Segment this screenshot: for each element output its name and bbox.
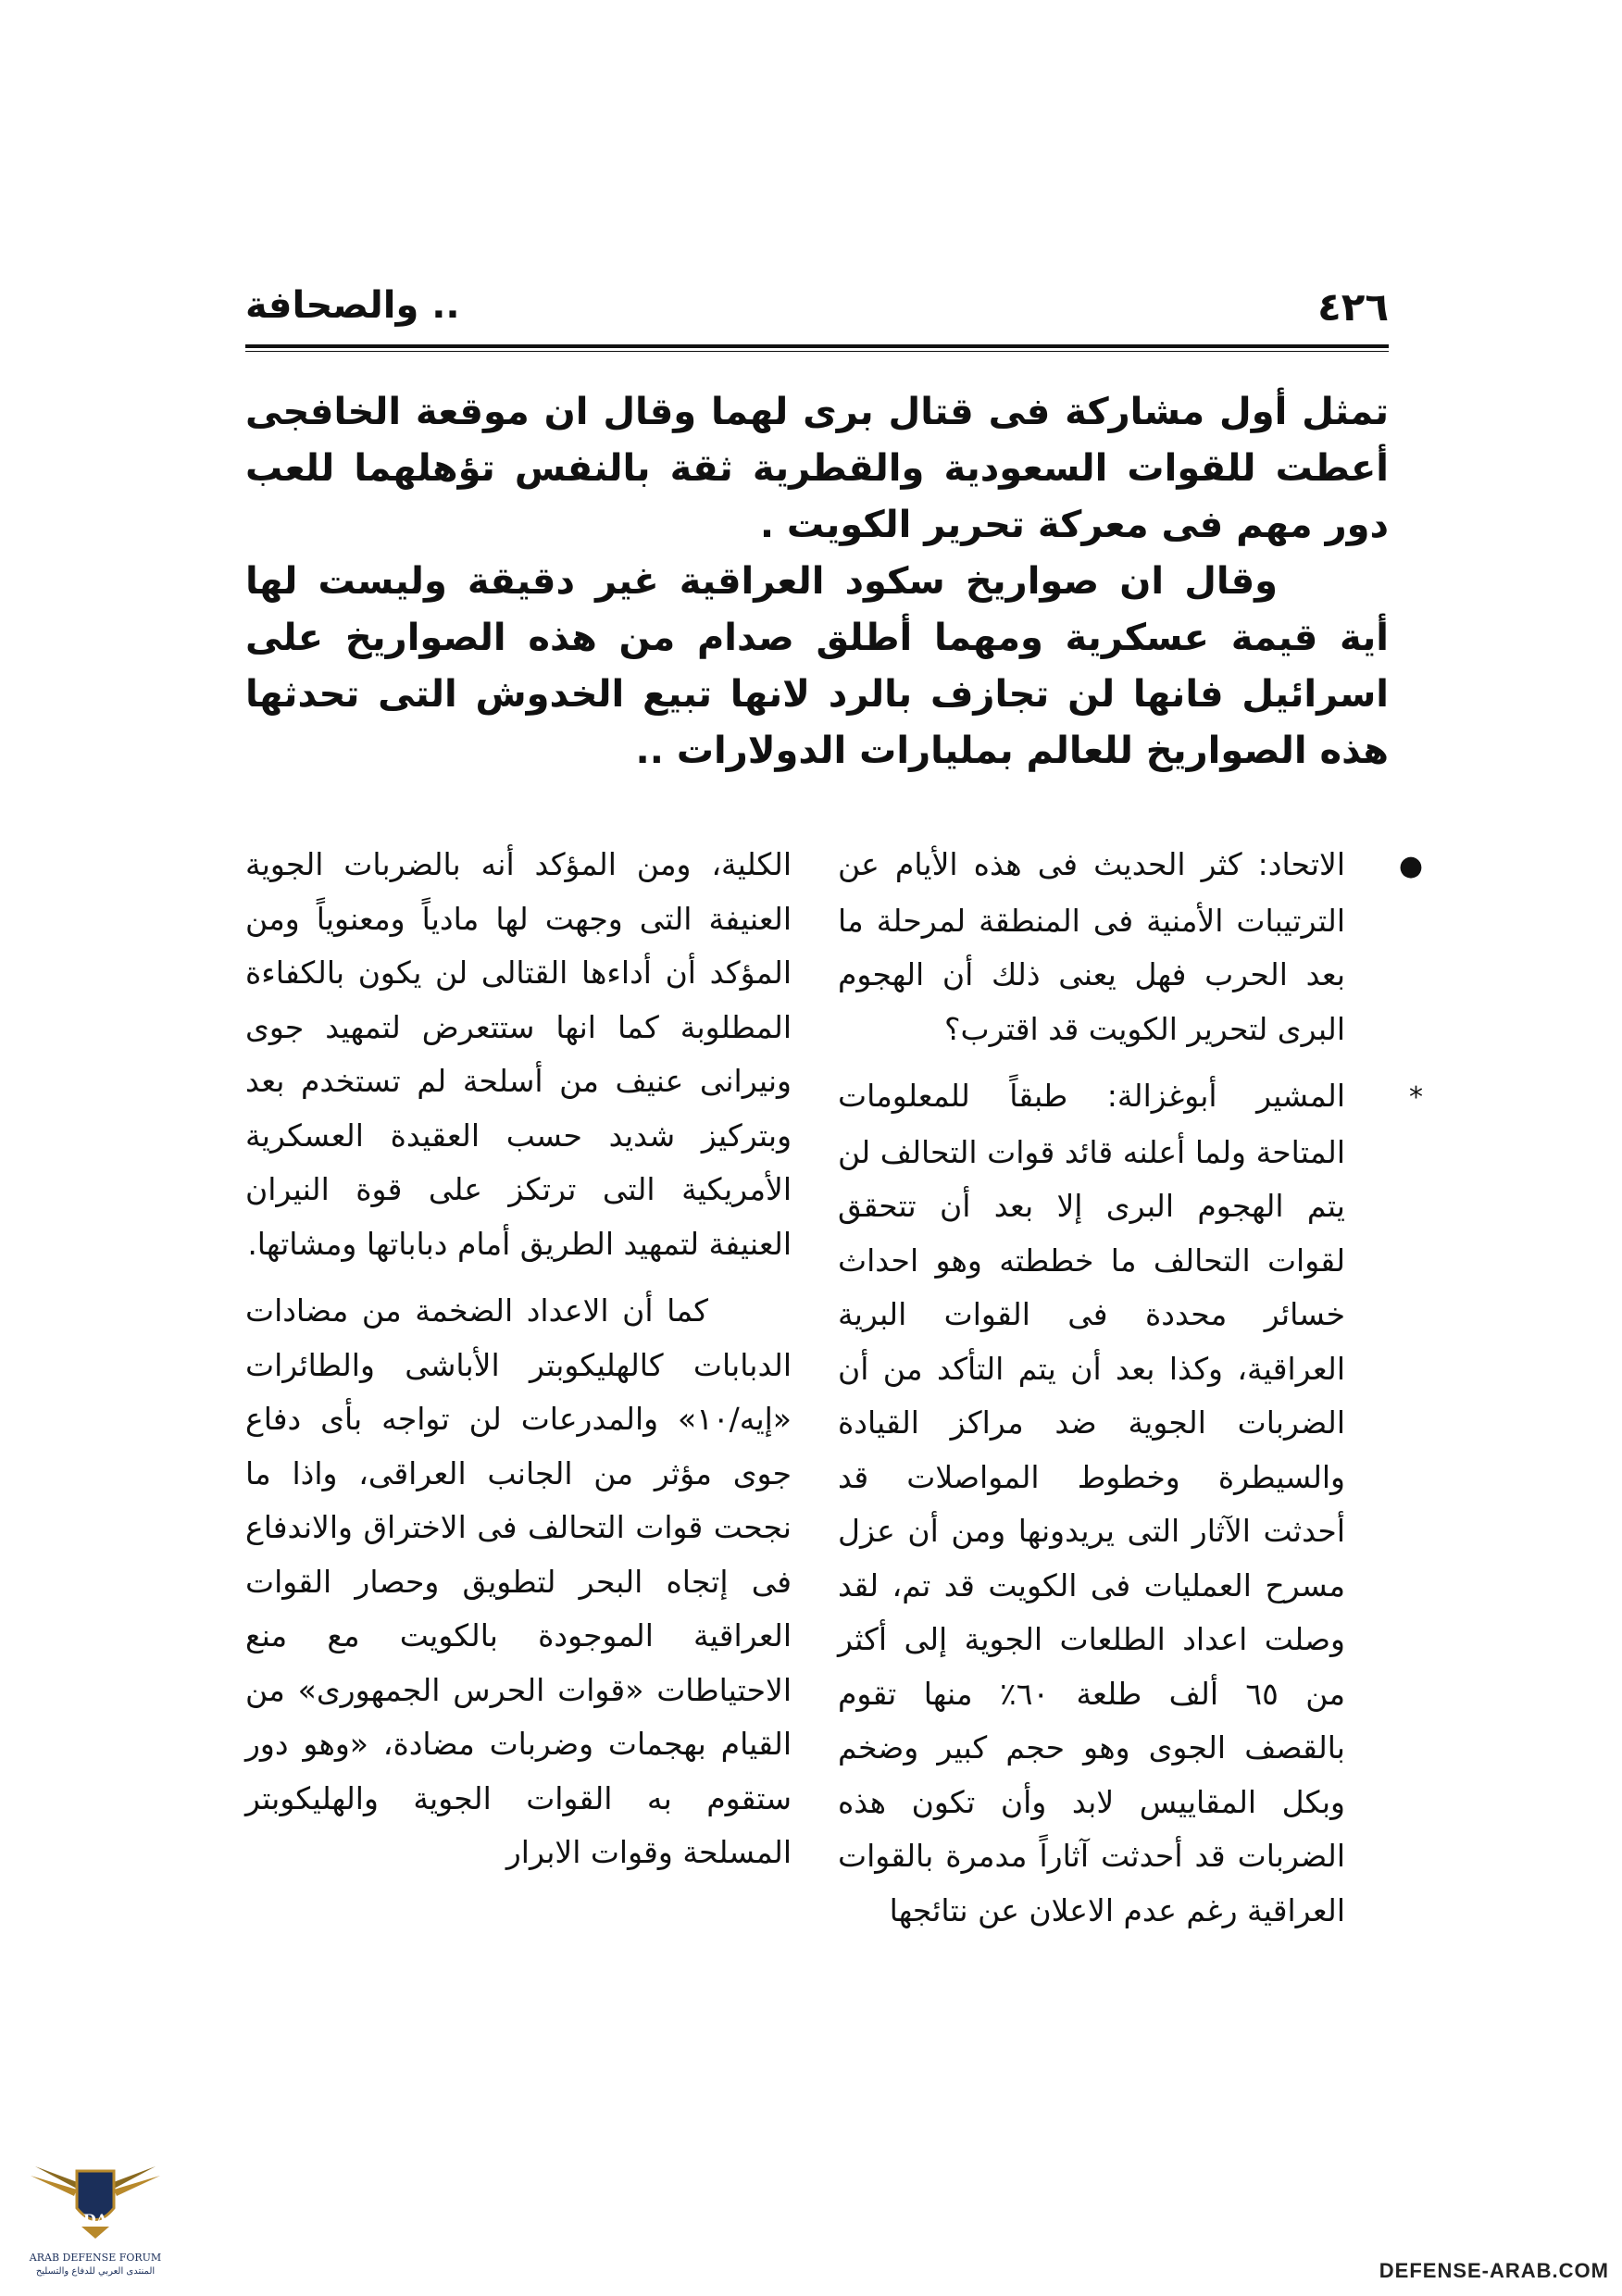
header-rule bbox=[245, 344, 1389, 352]
page-number: ٤٢٦ bbox=[1317, 284, 1389, 330]
star-icon: * bbox=[1409, 1081, 1423, 1114]
bullet-icon: ● bbox=[1398, 850, 1423, 882]
running-title: .. والصحافة bbox=[245, 284, 460, 327]
eagle-shield-icon bbox=[26, 2139, 165, 2250]
answer-text: المشير أبوغزالة: طبقاً للمعلومات المتاحة ولما أعلنه قائد قوات التحالف لن يتم الهجوم البرى إلا بعد أن تتحقق لقوات التحالف ما خططته وهو احداث خسائر محددة فى القوات البرية العراقية، وكذا بعد أن يتم التأكد من أن الضربات الجوية ضد مراكز القيادة والسيطرة وخطوط المواصلات قد أحدثت الآثار التى يريدونها ومن أن عزل مسرح العمليات فى الكويت قد تم، لقد وصلت اعداد الطلعات الجوية إلى أكثر من ٦٥ ألف طلعة ٦٠٪ منها تقوم بالقصف الجوى وهو حجم كبير وضخم وبكل المقاييس لابد وأن تكون هذه الضربات قد أحدثت آثاراً مدمرة بالقوات العراقية رغم عدم الاعلان عن نتائجها bbox=[838, 1078, 1345, 1928]
logo-name: ARAB DEFENSE FORUM bbox=[29, 2252, 162, 2264]
right-column bbox=[838, 838, 1423, 1938]
lead-paragraph-2: وقال ان صواريخ سكود العراقية غير دقيقة وليست لها أية قيمة عسكرية ومهما أطلق صدام من هذه الصواريخ على اسرائيل فانها لن تجازف بالرد لانها تبيع الخدوش التى تحدثها هذه الصواريخ للعالم بمليارات الدولارات .. bbox=[245, 560, 1389, 772]
logo-arabic: المنتدى العربي للدفاع والتسليح bbox=[35, 2266, 156, 2277]
page-header bbox=[245, 282, 1389, 338]
interview-answer bbox=[838, 1069, 1423, 1938]
left-paragraph-2: كما أن الاعداد الضخمة من مضادات الدبابات كالهليكوبتر الأباشى والطائرات «إيه/١٠» والمدرعات لن تواجه بأى دفاع جوى مؤثر من الجانب العراقى، واذا ما نجحت قوات التحالف فى الاختراق والاندفاع فى إتجاه البحر لتطويق وحصار القوات العراقية الموجودة بالكويت مع منع الاحتياطات «قوات الحرس الجمهورى» من القيام بهجمات وضربات مضادة، «وهو دور ستقوم به القوات الجوية والهليكوبتر المسلحة وقوات الابرار bbox=[245, 1292, 792, 1870]
interview-question bbox=[838, 838, 1423, 1056]
logo-initials: DA bbox=[82, 2211, 108, 2228]
lead-paragraph-1: تمثل أول مشاركة فى قتال برى لهما وقال ان موقعة الخافجى أعطت للقوات السعودية والقطرية ثقة بالنفس تؤهلهما للعب دور مهم فى معركة تحرير الكويت . bbox=[245, 391, 1389, 546]
left-paragraph-1: الكلية، ومن المؤكد أنه بالضربات الجوية العنيفة التى وجهت لها مادياً ومعنوياً ومن المؤكد أن أداءها القتالى لن يكون بالكفاءة المطلوبة كما انها ستتعرض لتمهيد جوى ونيرانى عنيف من أسلحة لم تستخدم بعد وبتركيز شديد حسب العقيدة العسكرية الأمريكية التى ترتكز على قوة النيران العنيفة لتمهيد الطريق أمام دباباتها ومشاتها. bbox=[245, 846, 792, 1262]
watermark-url: DEFENSE-ARAB.COM bbox=[1379, 2259, 1609, 2282]
left-column bbox=[245, 838, 792, 1880]
question-text: الاتحاد: كثر الحديث فى هذه الأيام عن الترتيبات الأمنية فى المنطقة لمرحلة ما بعد الحرب فهل يعنى ذلك أن الهجوم البرى لتحرير الكويت قد اقترب؟ bbox=[838, 846, 1345, 1047]
lead-section bbox=[245, 384, 1389, 780]
forum-logo bbox=[26, 2139, 165, 2287]
